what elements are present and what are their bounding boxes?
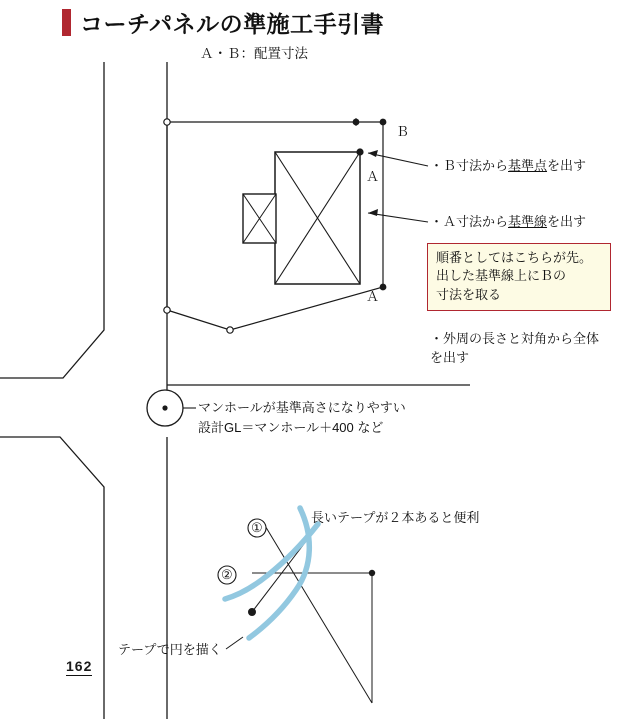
- note-box-order: [427, 243, 611, 311]
- marker-1-label: ①: [251, 520, 263, 535]
- note-line-3: 寸法を取る: [436, 286, 502, 302]
- callout-reference-point-pre: ・Ｂ寸法から: [430, 158, 509, 173]
- callout-long-tape: 長いテープが２本あると便利: [311, 510, 480, 525]
- callout-reference-line: [430, 213, 586, 232]
- callout-reference-line-pre: ・Ａ寸法から: [430, 214, 509, 229]
- callout-reference-point: [430, 157, 586, 176]
- callout-outer-perimeter-line2: を出す: [430, 350, 470, 365]
- callout-draw-circle-with-tape: テープで円を描く: [118, 642, 222, 657]
- marker-2-label: ②: [221, 567, 233, 582]
- callout-manhole-line1: マンホールが基準高さになりやすい: [198, 400, 406, 415]
- page-number: 162: [66, 658, 93, 674]
- subtitle-dimension-note: Ａ・Ｂ：配置寸法: [200, 46, 308, 61]
- callout-reference-point-keyword: 基準点: [508, 158, 548, 173]
- callout-manhole-line2: 設計GL＝マンホール＋400 など: [198, 420, 384, 435]
- callout-reference-point-post: を出す: [547, 158, 587, 173]
- callout-reference-line-post: を出す: [547, 214, 587, 229]
- note-line-1: 順番としてはこちらが先。: [436, 250, 593, 265]
- label-dimension-a-bottom: Ａ: [366, 289, 380, 304]
- label-dimension-a-top: Ａ: [366, 169, 380, 184]
- callout-reference-line-keyword: 基準線: [508, 214, 548, 229]
- site-boundary-lines: [0, 62, 470, 719]
- label-dimension-b: Ｂ: [396, 124, 410, 139]
- note-line-2: 出した基準線上にＢの: [436, 268, 567, 284]
- dimension-helper-lines: [356, 118, 383, 152]
- building-outline: [243, 152, 360, 284]
- tape-layout-diagram: [218, 508, 375, 703]
- page-title-text: コーチパネルの準施工手引書: [80, 11, 385, 37]
- manhole-symbol: [147, 390, 196, 426]
- callout-outer-perimeter-line1: ・外周の長さと対角から全体: [430, 331, 600, 346]
